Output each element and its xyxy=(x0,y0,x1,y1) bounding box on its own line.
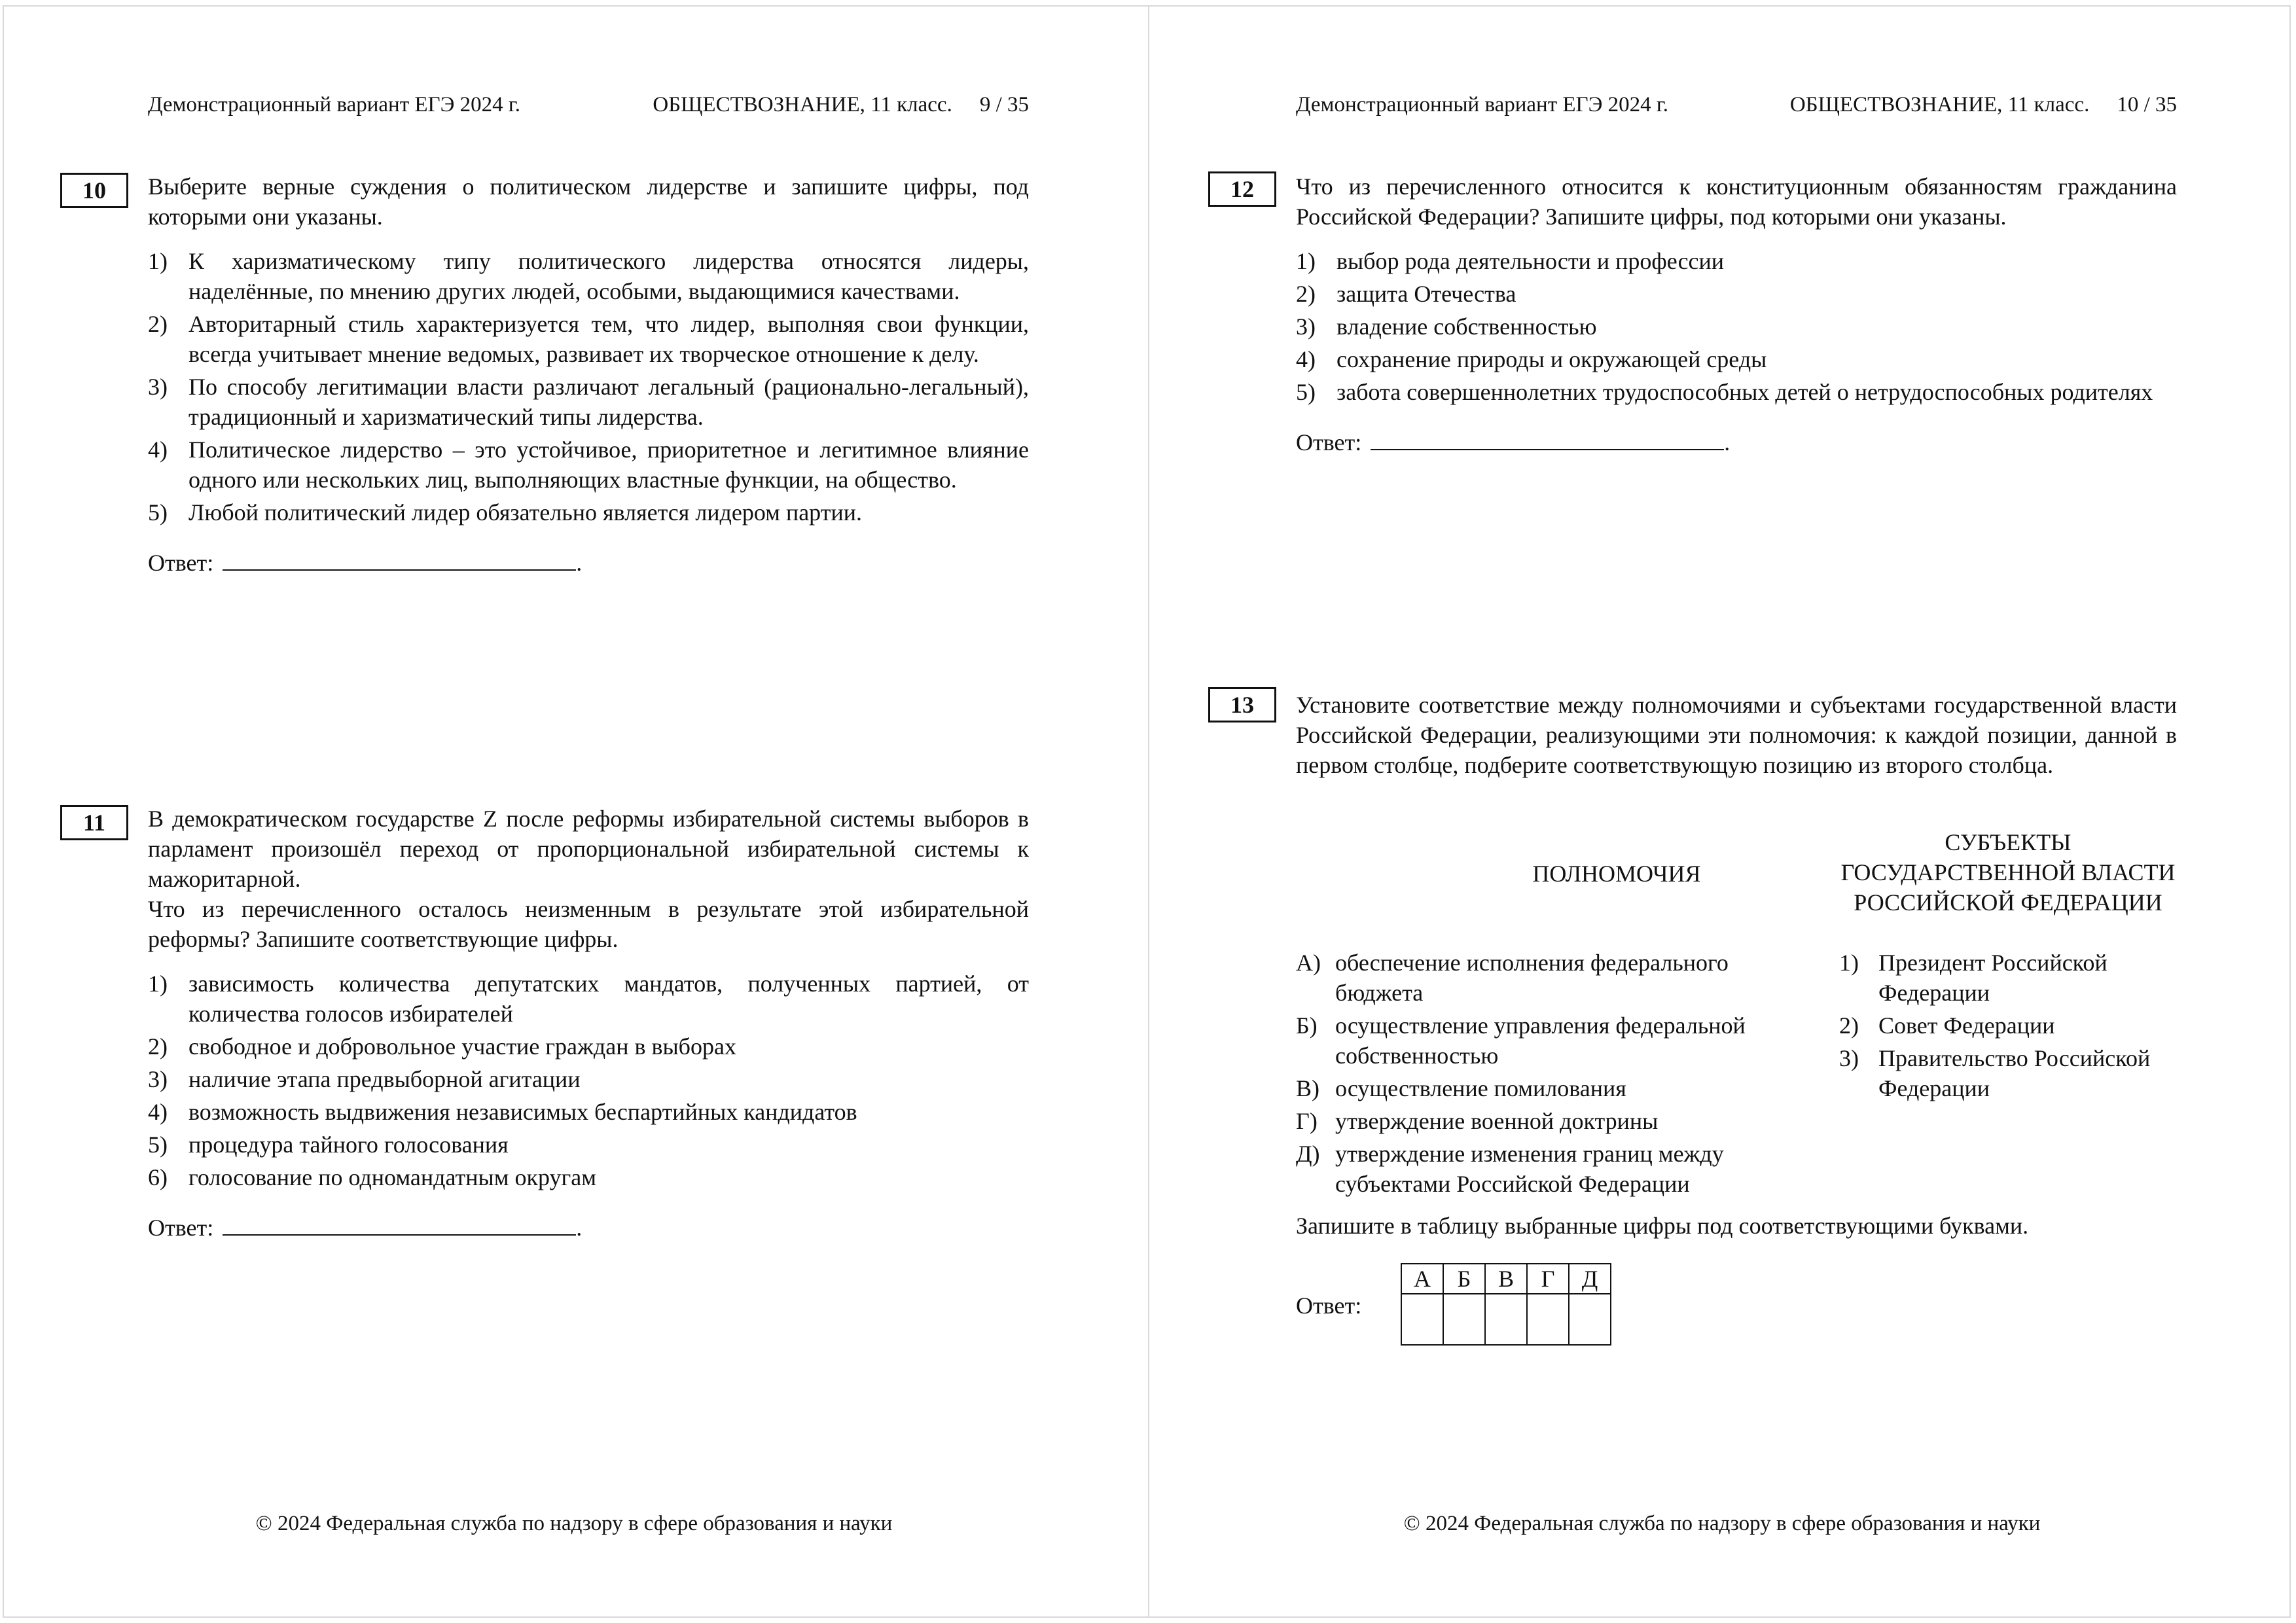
power-item xyxy=(1296,1073,1820,1103)
answer-label: Ответ: xyxy=(148,550,214,576)
option-number: 3) xyxy=(148,374,168,400)
item-text: Совет Федерации xyxy=(1878,1012,2055,1039)
answer-row xyxy=(148,547,1029,578)
option-text: защита Отечества xyxy=(1336,281,1516,307)
option xyxy=(148,1097,1029,1127)
power-item xyxy=(1296,1010,1820,1071)
option-text: голосование по одномандатным округам xyxy=(188,1164,597,1190)
table-header-cell: В xyxy=(1485,1264,1527,1294)
item-text: осуществление помилования xyxy=(1335,1075,1626,1101)
header-subject: ОБЩЕСТВОЗНАНИЕ, 11 класс. xyxy=(1789,93,2090,116)
question-10-prompt: Выберите верные суждения о политическом лидерстве и запишите цифры, под которыми они указаны. xyxy=(148,173,1029,230)
option xyxy=(148,1031,1029,1061)
answer-table-row xyxy=(1296,1263,2177,1348)
item-text: Правительство Российской Федерации xyxy=(1878,1045,2151,1101)
question-12 xyxy=(1296,171,2177,457)
option-text: свободное и добровольное участие граждан в выборах xyxy=(188,1033,736,1060)
option-text: возможность выдвижения независимых беспартийных кандидатов xyxy=(188,1099,857,1125)
item-letter: Д) xyxy=(1296,1141,1320,1167)
option-text: К харизматическому типу политического лидерства относятся лидеры, наделённые, по мнению других людей, особыми, выдающимися качествами. xyxy=(188,248,1029,304)
table-header-cell: А xyxy=(1401,1264,1443,1294)
option-number: 4) xyxy=(148,1099,168,1125)
table-header-cell: Д xyxy=(1569,1264,1611,1294)
question-12-prompt: Что из перечисленного относится к конституционным обязанностям гражданина Российской Федерации? Запишите цифры, под которыми они указаны. xyxy=(1296,173,2177,230)
matching-block xyxy=(1296,827,2177,1197)
subject-item xyxy=(1839,948,2177,1008)
option-number: 1) xyxy=(1296,248,1316,274)
item-text: обеспечение исполнения федерального бюджета xyxy=(1335,950,1729,1006)
answer-period: . xyxy=(576,550,583,576)
question-number-13: 13 xyxy=(1208,687,1276,722)
page-footer: © 2024 Федеральная служба по надзору в сфере образования и науки xyxy=(1403,1512,2041,1535)
answer-period: . xyxy=(1724,429,1731,455)
header-subject: ОБЩЕСТВОЗНАНИЕ, 11 класс. xyxy=(653,93,952,116)
subject-item xyxy=(1839,1010,2177,1041)
powers-column-header: ПОЛНОМОЧИЯ xyxy=(1532,861,1701,887)
header-right xyxy=(653,90,1029,119)
answer-cell[interactable] xyxy=(1485,1294,1527,1345)
question-11-prompt: В демократическом государстве Z после реформы избирательной системы выборов в парламент произошёл переход от пропорциональной избирательной системы к мажоритарной. xyxy=(148,806,1029,892)
option-text: владение собственностью xyxy=(1336,313,1597,340)
subjects-column-header: СУБЪЕКТЫ ГОСУДАРСТВЕННОЙ ВЛАСТИ РОССИЙСКОЙ ФЕДЕРАЦИИ xyxy=(1840,829,2176,916)
option-text: Любой политический лидер обязательно является лидером партии. xyxy=(188,499,862,526)
option-number: 5) xyxy=(148,1132,168,1158)
header-title: Демонстрационный вариант ЕГЭ 2024 г. xyxy=(1296,93,1668,116)
item-letter: В) xyxy=(1296,1075,1319,1101)
option-text: зависимость количества депутатских мандатов, полученных партией, от количества голосов избирателей xyxy=(188,971,1029,1027)
question-11-options xyxy=(148,969,1029,1192)
option xyxy=(148,309,1029,369)
question-10 xyxy=(148,171,1029,578)
answer-cell[interactable] xyxy=(1569,1294,1611,1345)
item-letter: Г) xyxy=(1296,1108,1318,1134)
answer-field[interactable] xyxy=(223,1212,576,1236)
answer-row xyxy=(1296,427,2177,457)
question-13 xyxy=(1296,690,2177,1344)
option-number: 5) xyxy=(1296,379,1316,405)
item-letter: А) xyxy=(1296,950,1321,976)
page-header xyxy=(148,90,1029,119)
option-number: 2) xyxy=(148,1033,168,1060)
item-text: Президент Российской Федерации xyxy=(1878,950,2108,1006)
table-instruction: Запишите в таблицу выбранные цифры под соответствующими буквами. xyxy=(1296,1213,2029,1239)
page-header xyxy=(1296,90,2177,119)
item-number: 3) xyxy=(1839,1045,1859,1071)
item-text: утверждение изменения границ между субъектами Российской Федерации xyxy=(1335,1141,1724,1197)
option-text: забота совершеннолетних трудоспособных детей о нетрудоспособных родителях xyxy=(1336,379,2153,405)
subjects-list xyxy=(1839,948,2177,1106)
answer-label: Ответ: xyxy=(1296,429,1362,455)
option xyxy=(1296,344,2177,374)
answer-table xyxy=(1401,1263,1611,1346)
option-number: 5) xyxy=(148,499,168,526)
option xyxy=(1296,279,2177,309)
header-page-number: 9 / 35 xyxy=(979,93,1029,116)
table-header-cell: Г xyxy=(1527,1264,1569,1294)
option-number: 3) xyxy=(1296,313,1316,340)
question-number-10: 10 xyxy=(60,173,128,208)
table-header-cell: Б xyxy=(1443,1264,1485,1294)
question-11-question: Что из перечисленного осталось неизменным в результате этой избирательной реформы? Запишите соответствующие цифры. xyxy=(148,896,1029,952)
option xyxy=(148,1130,1029,1160)
option-text: выбор рода деятельности и профессии xyxy=(1336,248,1725,274)
question-13-prompt: Установите соответствие между полномочиями и субъектами государственной власти Российской Федерации, реализующими эти полномочия: к каждой позиции, данной в первом столбце, подберите соответствующую позицию из второго столбца. xyxy=(1296,692,2177,778)
answer-cell[interactable] xyxy=(1443,1294,1485,1345)
question-11 xyxy=(148,804,1029,1243)
question-number-12: 12 xyxy=(1208,171,1276,207)
option-text: Авторитарный стиль характеризуется тем, что лидер, выполняя свои функции, всегда учитывает мнение ведомых, развивает их творческое отношение к делу. xyxy=(188,311,1029,367)
option-text: сохранение природы и окружающей среды xyxy=(1336,346,1767,372)
option-number: 3) xyxy=(148,1066,168,1092)
option-number: 1) xyxy=(148,248,168,274)
answer-label: Ответ: xyxy=(1296,1293,1362,1319)
option xyxy=(148,1162,1029,1192)
subject-item xyxy=(1839,1043,2177,1103)
option-number: 1) xyxy=(148,971,168,997)
option-number: 6) xyxy=(148,1164,168,1190)
option-text: наличие этапа предвыборной агитации xyxy=(188,1066,581,1092)
power-item xyxy=(1296,1106,1820,1136)
answer-row xyxy=(148,1212,1029,1243)
powers-list xyxy=(1296,948,1820,1202)
answer-field[interactable] xyxy=(223,547,576,571)
page-10 xyxy=(1148,0,2296,1623)
answer-cell[interactable] xyxy=(1401,1294,1443,1345)
option-text: По способу легитимации власти различают легальный (рационально-легальный), традиционный и харизматический типы лидерства. xyxy=(188,374,1029,430)
option xyxy=(148,1064,1029,1094)
power-item xyxy=(1296,1139,1820,1199)
option xyxy=(148,246,1029,306)
header-page-number: 10 / 35 xyxy=(2117,93,2177,116)
answer-field[interactable] xyxy=(1371,427,1724,450)
answer-label: Ответ: xyxy=(148,1215,214,1241)
option xyxy=(148,969,1029,1029)
item-text: осуществление управления федеральной собственностью xyxy=(1335,1012,1746,1069)
option-text: процедура тайного голосования xyxy=(188,1132,509,1158)
option-number: 4) xyxy=(1296,346,1316,372)
item-text: утверждение военной доктрины xyxy=(1335,1108,1659,1134)
option xyxy=(1296,246,2177,276)
header-right xyxy=(1790,90,2177,119)
answer-period: . xyxy=(576,1215,583,1241)
header-title: Демонстрационный вариант ЕГЭ 2024 г. xyxy=(148,93,520,116)
option xyxy=(148,372,1029,432)
option-number: 4) xyxy=(148,437,168,463)
item-number: 2) xyxy=(1839,1012,1859,1039)
option-text: Политическое лидерство – это устойчивое, приоритетное и легитимное влияние одного или нескольких лиц, выполняющих властные функции, на общество. xyxy=(188,437,1029,493)
option xyxy=(148,497,1029,527)
option-number: 2) xyxy=(1296,281,1316,307)
answer-cell[interactable] xyxy=(1527,1294,1569,1345)
option xyxy=(148,435,1029,495)
item-number: 1) xyxy=(1839,950,1859,976)
option-number: 2) xyxy=(148,311,168,337)
question-12-options xyxy=(1296,246,2177,407)
item-letter: Б) xyxy=(1296,1012,1318,1039)
question-10-options xyxy=(148,246,1029,527)
option xyxy=(1296,377,2177,407)
option xyxy=(1296,312,2177,342)
page-footer: © 2024 Федеральная служба по надзору в сфере образования и науки xyxy=(255,1512,893,1535)
power-item xyxy=(1296,948,1820,1008)
question-number-11: 11 xyxy=(60,805,128,840)
